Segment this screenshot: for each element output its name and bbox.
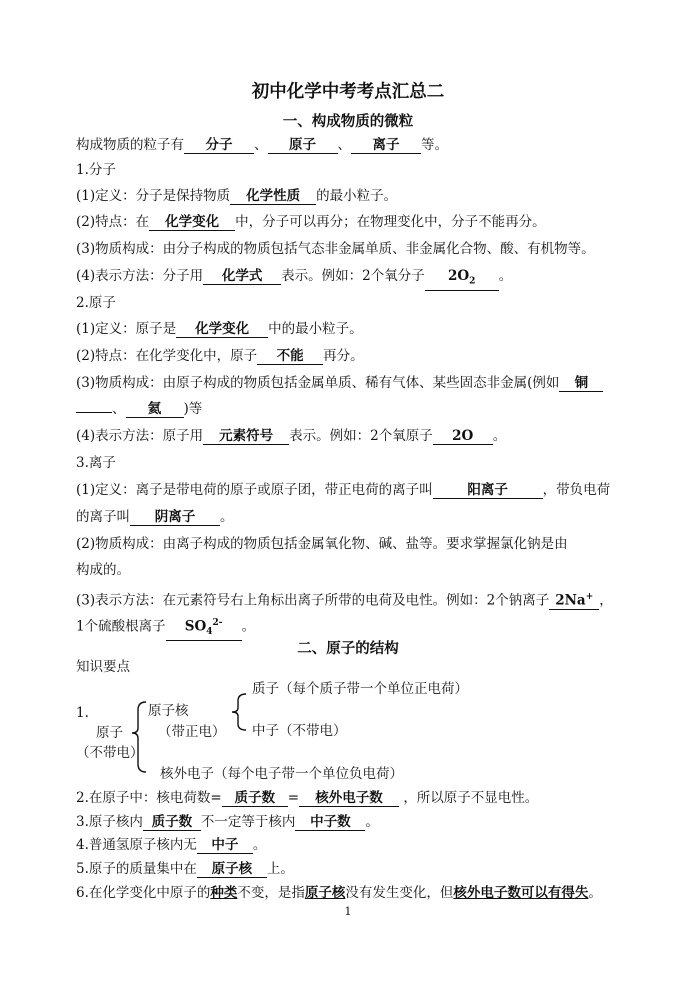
answer-blank: 氦	[126, 401, 184, 418]
text: (2)特点：在化学变化中，原子	[76, 348, 258, 364]
text: 、	[254, 137, 268, 153]
text: 。	[492, 428, 507, 444]
document-title: 初中化学中考考点汇总二	[251, 82, 445, 102]
text: 构成物质的粒子有	[76, 137, 184, 153]
text: 再分。	[323, 348, 364, 364]
text: 上。	[266, 861, 294, 877]
answer-blank: 化学变化	[176, 321, 268, 338]
text: (1)定义：原子是	[76, 321, 177, 337]
brace-lines	[128, 690, 258, 785]
key-term: 核外电子数可以有得失	[453, 885, 589, 901]
text: (1)定义：离子是带电荷的原子或原子团，带正电荷的离子叫	[76, 482, 433, 498]
answer-blank: 分子	[184, 137, 254, 154]
answer-blank: 元素符号	[203, 428, 289, 445]
text: =	[287, 790, 300, 806]
atom-definition	[76, 320, 363, 338]
diagram-nucleus-note: （带正电）	[158, 724, 226, 740]
text: 中，分子可以再分；在物理变化中，分子不能再分。	[235, 214, 546, 230]
text: 表示。例如：2个氧原子	[289, 428, 433, 444]
atom-heading: 2.原子	[76, 295, 116, 311]
text: 不变，是指	[237, 885, 305, 901]
text: 表示。例如：2个氧分子	[281, 268, 425, 284]
ion-composition-1: (2)物质构成：由离子构成的物质包括金属氧化物、碱、盐等。要求掌握氯化钠是由	[76, 536, 568, 552]
answer-blank	[549, 589, 599, 610]
text: (1)定义：分子是保持物质	[76, 188, 231, 204]
point-5	[76, 860, 294, 878]
text: 等。	[421, 137, 448, 153]
text: (3)物质构成：由原子构成的物质包括金属单质、稀有气体、某些固态非金属(例如	[76, 375, 560, 391]
ion-heading: 3.离子	[76, 455, 116, 471]
ion-composition-2: 构成的。	[76, 562, 130, 578]
text: 1个硫酸根离子	[76, 618, 166, 635]
text: ，带负电荷	[542, 482, 611, 498]
subscript: 4	[206, 627, 213, 638]
formula: 2O	[448, 268, 470, 284]
answer-blank	[425, 268, 499, 291]
answer-blank: 原子	[268, 137, 338, 154]
superscript: +	[585, 592, 594, 602]
text: (4)表示方法：分子用	[76, 268, 204, 284]
answer-blank: 不能	[257, 348, 323, 365]
diagram-electron: 核外电子（每个电子带一个单位负电荷）	[160, 766, 403, 782]
answer-blank: 铜	[559, 375, 603, 392]
text: (3)表示方法：在元素符号右上角标出离子所带的电荷及电性。例如：2个钠离子	[76, 592, 550, 609]
answer-blank: 2O	[433, 428, 493, 445]
point-3	[76, 813, 379, 831]
text: 。	[365, 814, 379, 830]
outer-brace	[132, 702, 146, 772]
text: 。	[241, 618, 256, 635]
molecule-representation	[76, 267, 512, 291]
answer-blank: 质子数	[222, 790, 288, 807]
point-2	[76, 789, 538, 807]
answer-blank: 阴离子	[130, 509, 220, 526]
diagram-atom-note: （不带电）	[76, 745, 144, 761]
ion-definition-1	[76, 481, 610, 499]
answer-blank: 中子数	[295, 814, 365, 831]
text: 。	[220, 509, 234, 525]
answer-blank: 阳离子	[433, 482, 543, 499]
subscript: 2	[469, 276, 476, 287]
atom-composition-cont	[76, 400, 202, 418]
text: 4.普通氢原子核内无	[76, 837, 197, 853]
answer-blank: 化学性质	[230, 188, 316, 205]
ion-definition-2	[76, 508, 234, 526]
text: 的离子叫	[76, 509, 130, 525]
text: 不一定等于核内	[200, 814, 296, 830]
answer-blank: 化学变化	[149, 214, 235, 231]
answer-blank: 离子	[351, 137, 421, 154]
text: 6.在化学变化中原子的	[76, 885, 211, 901]
diagram-atom: 原子	[96, 725, 123, 741]
molecule-composition: (3)物质构成：由分子构成的物质包括气态非金属单质、非金属化合物、酸、有机物等。	[76, 241, 595, 257]
text: 3.原子核内	[76, 814, 143, 830]
text: (4)表示方法：原子用	[76, 428, 204, 444]
answer-blank: 原子核	[197, 861, 267, 878]
formula: SO	[184, 618, 207, 635]
text: 2.在原子中：核电荷数=	[76, 790, 222, 806]
knowledge-points-label: 知识要点	[76, 659, 130, 675]
text: (2)特点：在	[76, 214, 150, 230]
section-heading-2: 二、原子的结构	[297, 640, 399, 657]
answer-blank: 中子	[197, 837, 253, 854]
key-term: 原子核	[304, 885, 346, 901]
text: 、	[337, 137, 351, 153]
diagram-number: 1.	[76, 705, 89, 721]
text: 5.原子的质量集中在	[76, 861, 197, 877]
text: 中的最小粒子。	[268, 321, 363, 337]
inner-brace	[232, 694, 246, 730]
molecule-definition	[76, 187, 397, 205]
answer-blank: 化学式	[203, 268, 281, 285]
ion-representation-1	[76, 589, 613, 610]
diagram-proton: 质子（每个质子带一个单位正电荷）	[252, 681, 468, 697]
text: )等	[183, 401, 203, 417]
section-heading-1: 一、构成物质的微粒	[282, 113, 414, 130]
answer-blank: 核外电子数	[299, 790, 399, 807]
point-4	[76, 836, 266, 854]
diagram-neutron: 中子（不带电）	[252, 723, 347, 739]
answer-blank-cont	[76, 412, 112, 413]
text: 没有发生变化，但	[345, 885, 454, 901]
key-term: 种类	[210, 885, 238, 901]
answer-blank: 质子数	[143, 814, 201, 831]
text: 。	[498, 268, 513, 284]
text: ，	[599, 592, 613, 609]
text: 。	[588, 885, 602, 901]
atom-composition	[76, 374, 603, 392]
molecule-heading: 1.分子	[76, 162, 116, 178]
diagram-nucleus: 原子核	[148, 703, 189, 719]
text: ，所以原子不显电性。	[403, 790, 539, 806]
atom-representation	[76, 427, 506, 445]
page-number: 1	[344, 905, 352, 918]
text: 。	[252, 837, 267, 853]
text: 的最小粒子。	[316, 188, 398, 204]
atom-feature	[76, 347, 364, 365]
superscript: 2-	[212, 618, 223, 628]
formula: 2Na	[555, 592, 586, 609]
intro-line	[76, 136, 448, 154]
point-6	[76, 884, 602, 902]
text: 、	[112, 401, 126, 417]
molecule-feature	[76, 213, 546, 231]
